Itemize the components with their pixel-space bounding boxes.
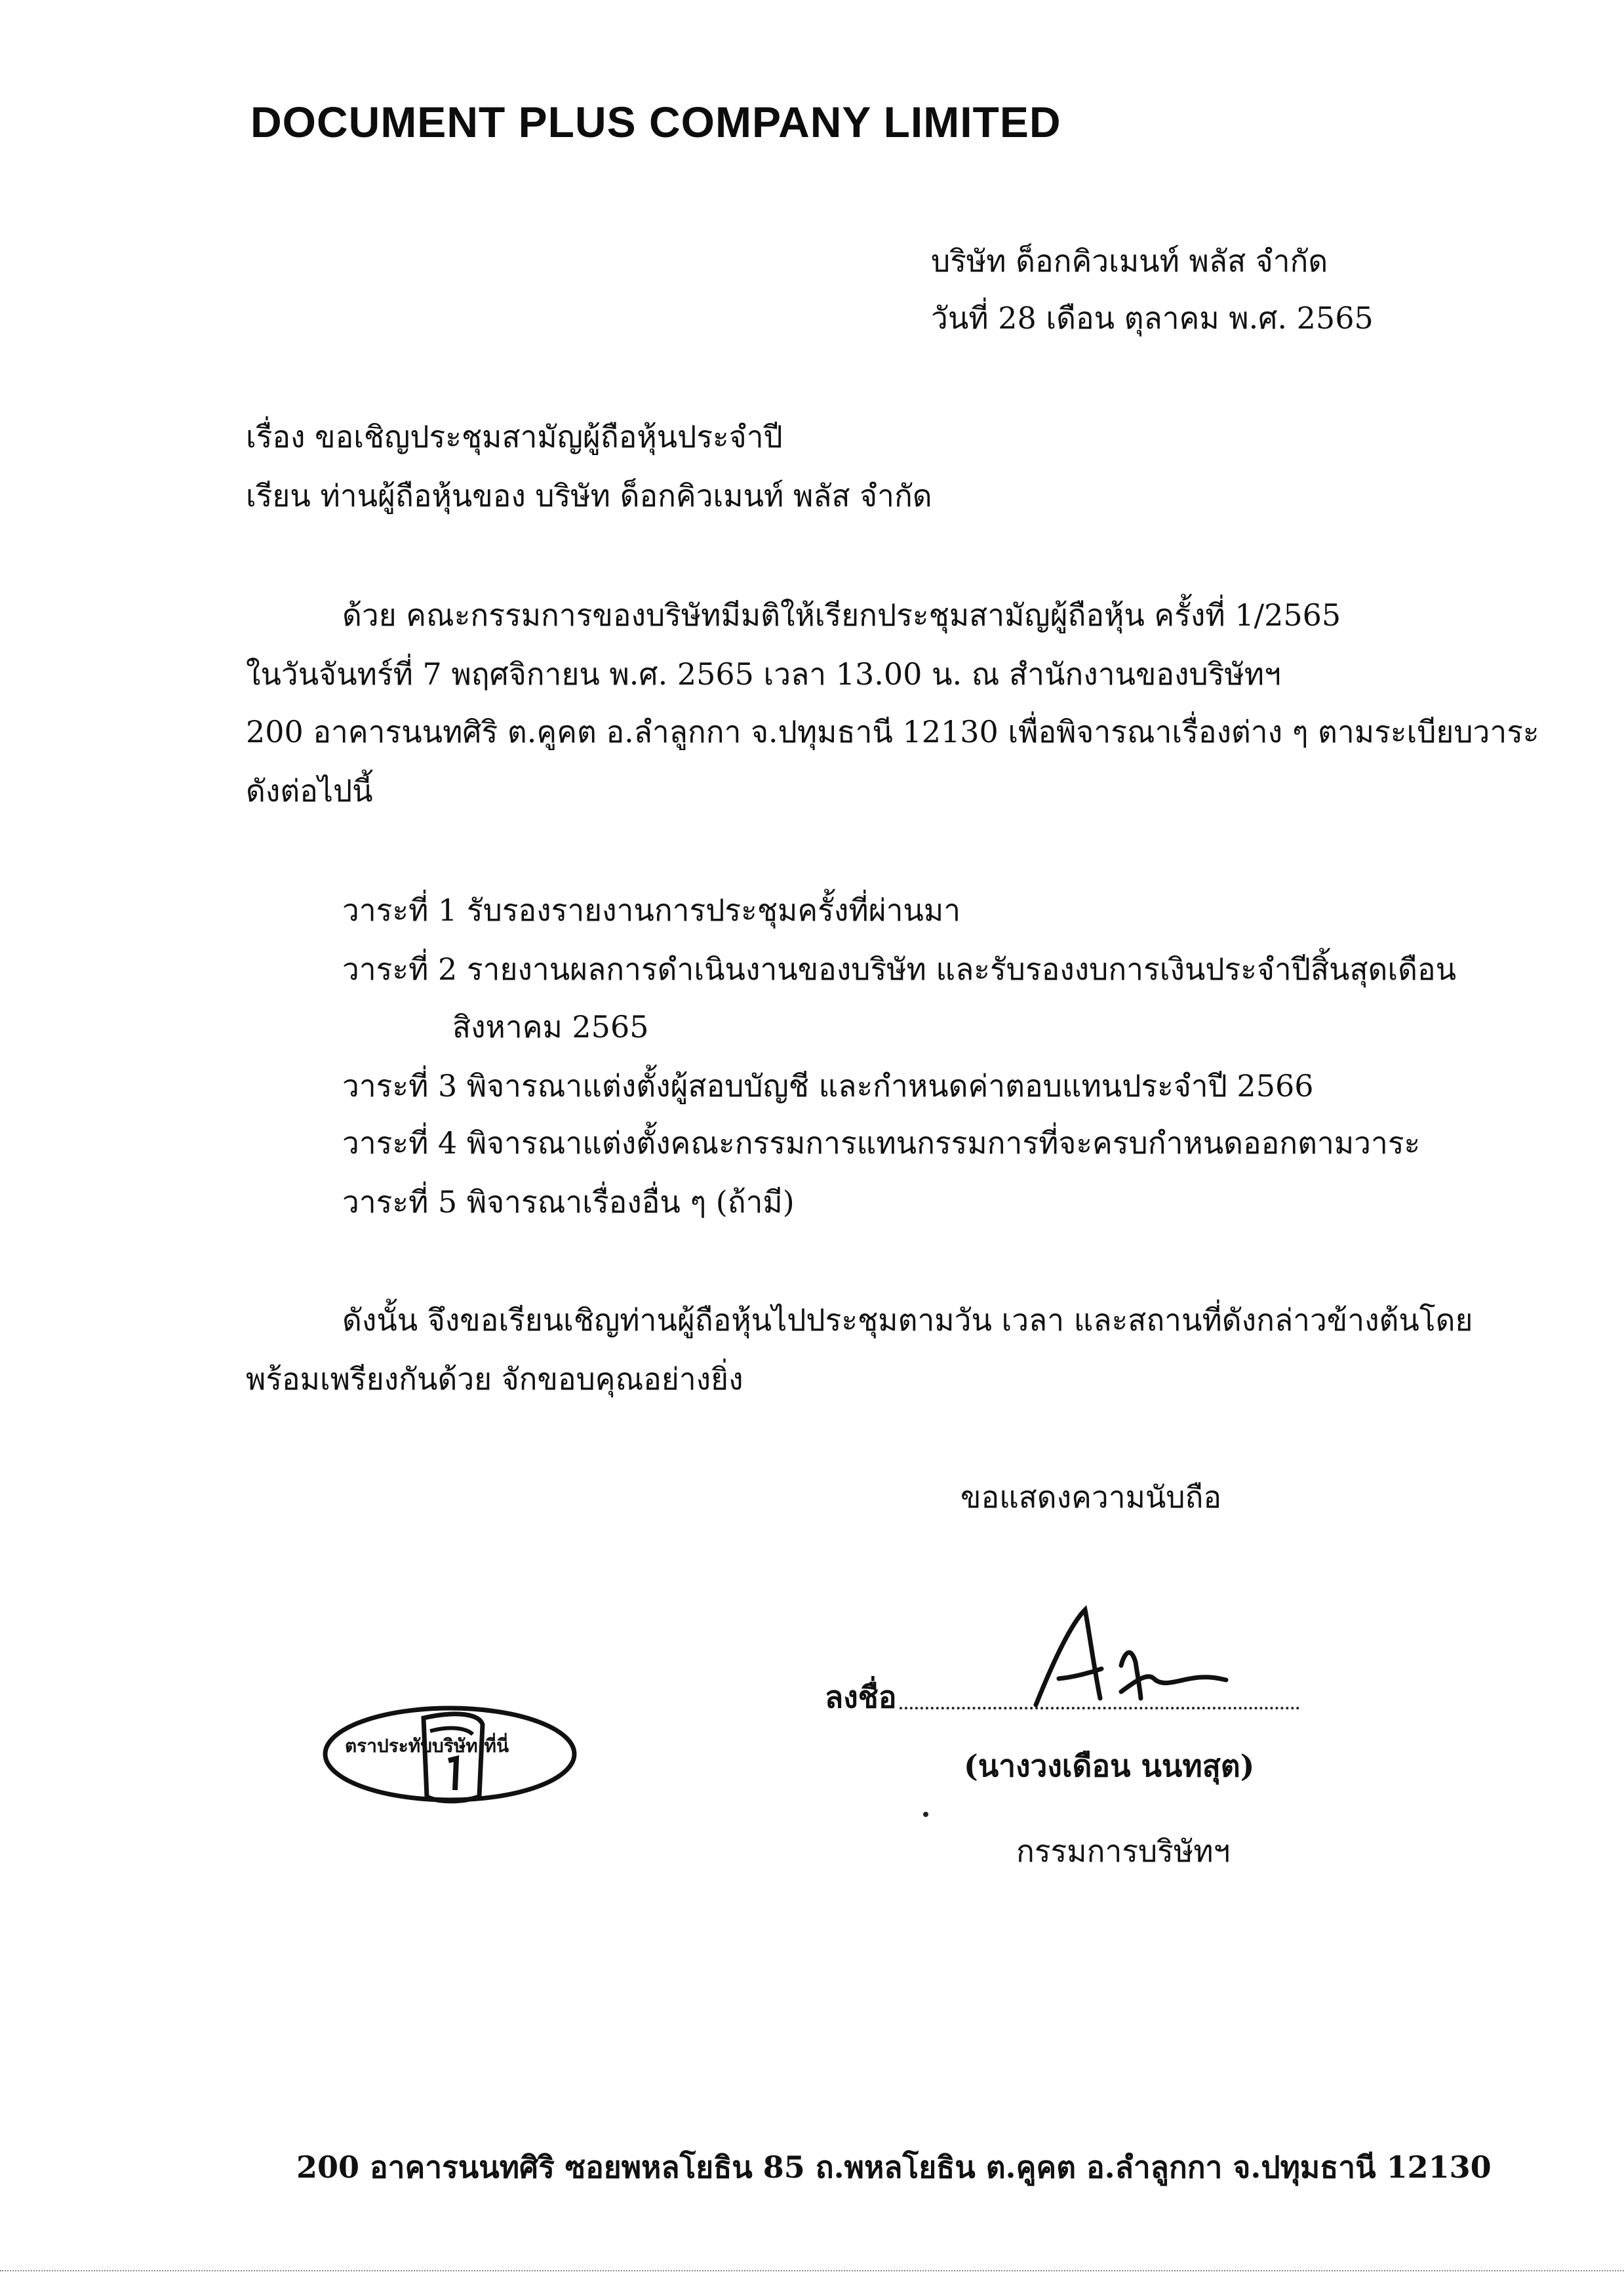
bottom-scan-edge xyxy=(0,2270,1624,2271)
company-stamp xyxy=(319,1698,581,1810)
signer-title: กรรมการบริษัทฯ xyxy=(1016,1833,1231,1869)
intro-line: ดังต่อไปนี้ xyxy=(246,773,373,808)
closing-line: ดังนั้น จึงขอเรียนเชิญท่านผู้ถือหุ้นไปประชุมตามวัน เวลา และสถานที่ดังกล่าวข้างต้นโดย xyxy=(342,1302,1473,1338)
footer-address: 200 อาคารนนทศิริ ซอยพหลโยธิน 85 ถ.พหลโยธิน ต.คูคต อ.ลำลูกกา จ.ปทุมธานี 12130 xyxy=(296,2149,1492,2185)
signature-line xyxy=(900,1707,1299,1709)
agenda-item-2: วาระที่ 2 รายงานผลการดำเนินงานของบริษัท และรับรองงบการเงินประจำปีสิ้นสุดเดือน xyxy=(342,951,1457,987)
ink-dot xyxy=(923,1812,928,1817)
agenda-item-4: วาระที่ 4 พิจารณาแต่งตั้งคณะกรรมการแทนกรรมการที่จะครบกำหนดออกตามวาระ xyxy=(342,1125,1421,1161)
letter-subject: เรื่อง ขอเชิญประชุมสามัญผู้ถือหุ้นประจำปี xyxy=(246,419,783,454)
letter-recipient: เรียน ท่านผู้ถือหุ้นของ บริษัท ด็อกคิวเมนท์ พลัส จำกัด xyxy=(246,478,932,513)
agenda-item-2-continued: สิงหาคม 2565 xyxy=(452,1009,649,1045)
company-name-th: บริษัท ด็อกคิวเมนท์ พลัส จำกัด xyxy=(931,243,1328,279)
handwritten-signature xyxy=(1023,1600,1239,1718)
svg-text:ตราประทับบริษัท ที่นี่: ตราประทับบริษัท ที่นี่ xyxy=(345,1735,509,1757)
company-name-en: DOCUMENT PLUS COMPANY LIMITED xyxy=(250,98,1061,146)
intro-line: ด้วย คณะกรรมการของบริษัทมีมติให้เรียกประชุมสามัญผู้ถือหุ้น ครั้งที่ 1/2565 xyxy=(342,597,1341,633)
intro-line: ในวันจันทร์ที่ 7 พฤศจิกายน พ.ศ. 2565 เวลา 13.00 น. ณ สำนักงานของบริษัทฯ xyxy=(246,656,1281,692)
intro-line: 200 อาคารนนทศิริ ต.คูคต อ.ลำลูกกา จ.ปทุมธานี 12130 เพื่อพิจารณาเรื่องต่าง ๆ ตามระเบียบวาระ xyxy=(246,714,1539,749)
signer-name: (นางวงเดือน นนทสุต) xyxy=(964,1748,1255,1784)
salutation: ขอแสดงความนับถือ xyxy=(961,1479,1222,1515)
agenda-item-5: วาระที่ 5 พิจารณาเรื่องอื่น ๆ (ถ้ามี) xyxy=(342,1184,795,1220)
agenda-item-3: วาระที่ 3 พิจารณาแต่งตั้งผู้สอบบัญชี และกำหนดค่าตอบแทนประจำปี 2566 xyxy=(342,1068,1314,1104)
agenda-item-1: วาระที่ 1 รับรองรายงานการประชุมครั้งที่ผ่านมา xyxy=(342,892,961,928)
closing-line: พร้อมเพรียงกันด้วย จักขอบคุณอย่างยิ่ง xyxy=(246,1361,743,1397)
letter-date: วันที่ 28 เดือน ตุลาคม พ.ศ. 2565 xyxy=(931,300,1374,336)
sign-label: ลงชื่อ xyxy=(825,1679,897,1715)
